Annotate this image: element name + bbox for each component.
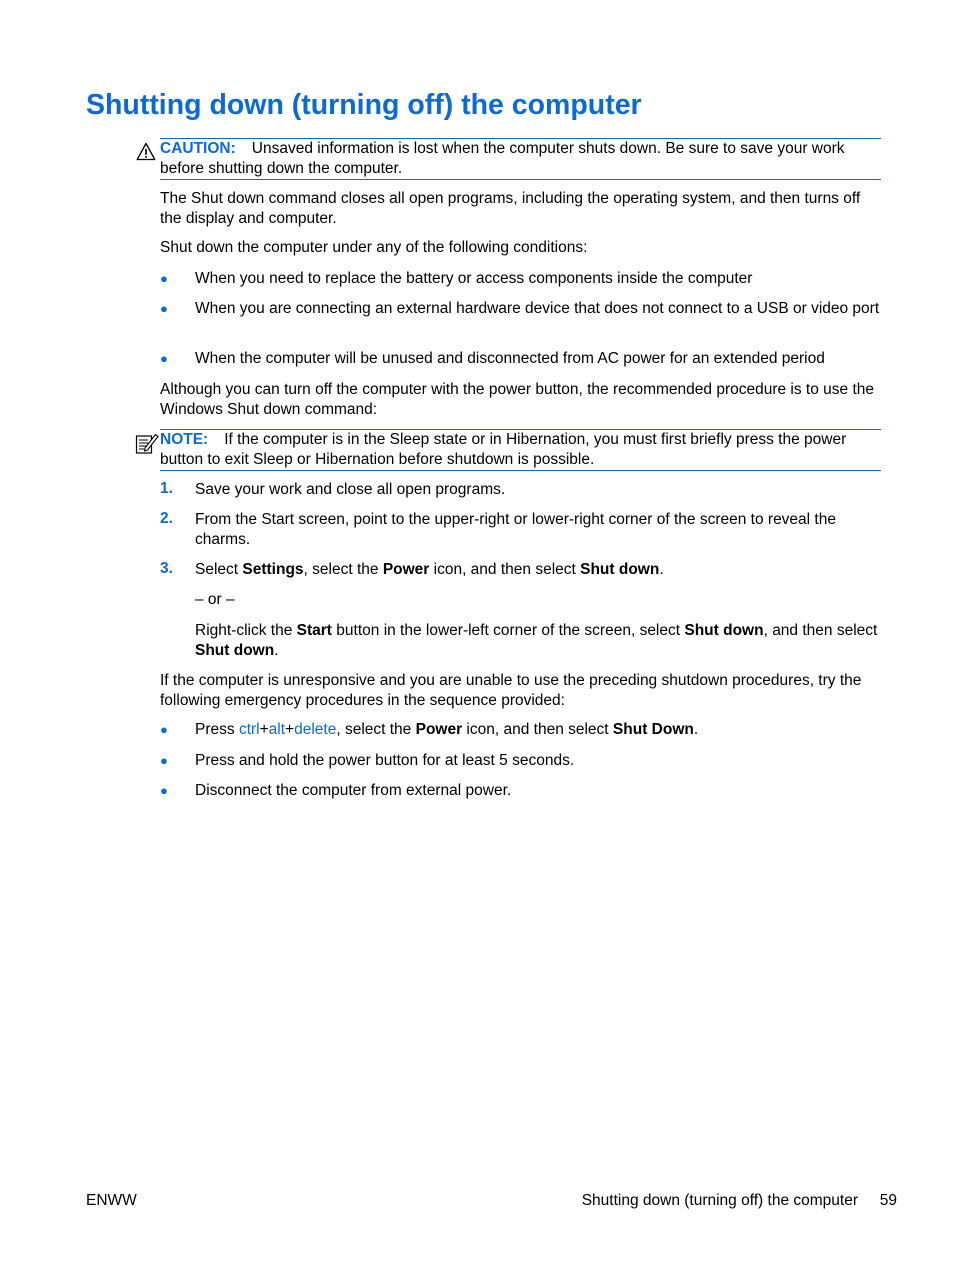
ui-term: Settings xyxy=(242,561,304,578)
step-number: 1. xyxy=(160,480,173,497)
step-text-run: Select xyxy=(195,561,243,578)
item-text-run: , select the xyxy=(336,721,416,738)
condition-item: When you need to replace the battery or access components inside the computer xyxy=(195,270,753,287)
caution-text xyxy=(160,139,881,178)
emergency-intro: If the computer is unresponsive and you are unable to use the preceding shutdown procedures, try the following emergency procedures in the sequence provided: xyxy=(160,672,862,709)
step-text-run: button in the lower-left corner of the screen, select xyxy=(331,622,685,639)
key-alt: alt xyxy=(268,721,286,738)
key-ctrl: ctrl xyxy=(238,721,260,738)
step-number: 3. xyxy=(160,560,173,577)
bullet-marker: ● xyxy=(160,301,168,316)
ui-term: Start xyxy=(296,622,332,639)
step-number: 2. xyxy=(160,510,173,527)
caution-label: CAUTION: xyxy=(160,140,236,157)
ui-term: Shut down xyxy=(684,622,764,639)
emergency-item: Press and hold the power button for at least 5 seconds. xyxy=(195,752,575,769)
footer-left: ENWW xyxy=(86,1192,137,1209)
bullet-marker: ● xyxy=(160,351,168,366)
ui-term: Power xyxy=(415,721,463,738)
ui-term: Shut down xyxy=(580,561,660,578)
page-number: 59 xyxy=(879,1192,897,1209)
note-pencil-icon xyxy=(135,432,159,461)
bullet-marker: ● xyxy=(160,753,168,768)
step-text-run: icon, and then select xyxy=(429,561,581,578)
note-text xyxy=(160,430,881,469)
step-text-run: . xyxy=(274,641,279,659)
emergency-item: Disconnect the computer from external power. xyxy=(195,782,512,799)
bullet-marker: ● xyxy=(160,783,168,798)
item-text-run: Press xyxy=(195,721,239,738)
key-delete: delete xyxy=(294,721,337,738)
ui-term: Power xyxy=(382,561,430,578)
step-text: Save your work and close all open programs. xyxy=(195,481,506,498)
caution-body: Unsaved information is lost when the computer shuts down. Be sure to save your work before shutting down the computer. xyxy=(160,140,845,177)
step-text-run: , and then select xyxy=(763,622,878,639)
bullet-marker: ● xyxy=(160,271,168,286)
note-body: If the computer is in the Sleep state or in Hibernation, you must first briefly press the power button to exit Sleep or Hibernation before shutdown is possible. xyxy=(160,431,847,468)
item-text-run: . xyxy=(693,721,699,738)
condition-item: When you are connecting an external hardware device that does not connect to a USB or video port xyxy=(195,300,880,317)
alternate-step xyxy=(195,621,881,660)
step-text-run: , select the xyxy=(303,561,383,578)
step-text-run: . xyxy=(659,561,664,578)
ui-term: Shut Down xyxy=(612,721,694,738)
key-plus: + xyxy=(285,721,295,738)
caution-triangle-icon xyxy=(136,142,156,166)
step-text: From the Start screen, point to the upper-right or lower-right corner of the screen to reveal the charms. xyxy=(195,511,836,548)
ui-term: Shut down xyxy=(195,641,275,659)
footer-section-title: Shutting down (turning off) the computer xyxy=(581,1192,858,1209)
condition-item: When the computer will be unused and disconnected from AC power for an extended period xyxy=(195,350,825,367)
key-plus: + xyxy=(259,721,269,738)
note-label: NOTE: xyxy=(160,431,209,448)
recommend-paragraph: Although you can turn off the computer with the power button, the recommended procedure is to use the Windows Shut down command: xyxy=(160,381,875,418)
step-text-run: Right-click the xyxy=(195,622,297,639)
bullet-marker: ● xyxy=(160,722,168,737)
conditions-intro: Shut down the computer under any of the following conditions: xyxy=(160,239,588,256)
page-title: Shutting down (turning off) the computer xyxy=(86,89,642,121)
emergency-item xyxy=(195,720,881,740)
item-text-run: icon, and then select xyxy=(462,721,613,738)
intro-paragraph: The Shut down command closes all open programs, including the operating system, and then turns off the display and computer. xyxy=(160,190,861,227)
or-separator: – or – xyxy=(195,591,235,608)
step-text xyxy=(195,560,881,580)
